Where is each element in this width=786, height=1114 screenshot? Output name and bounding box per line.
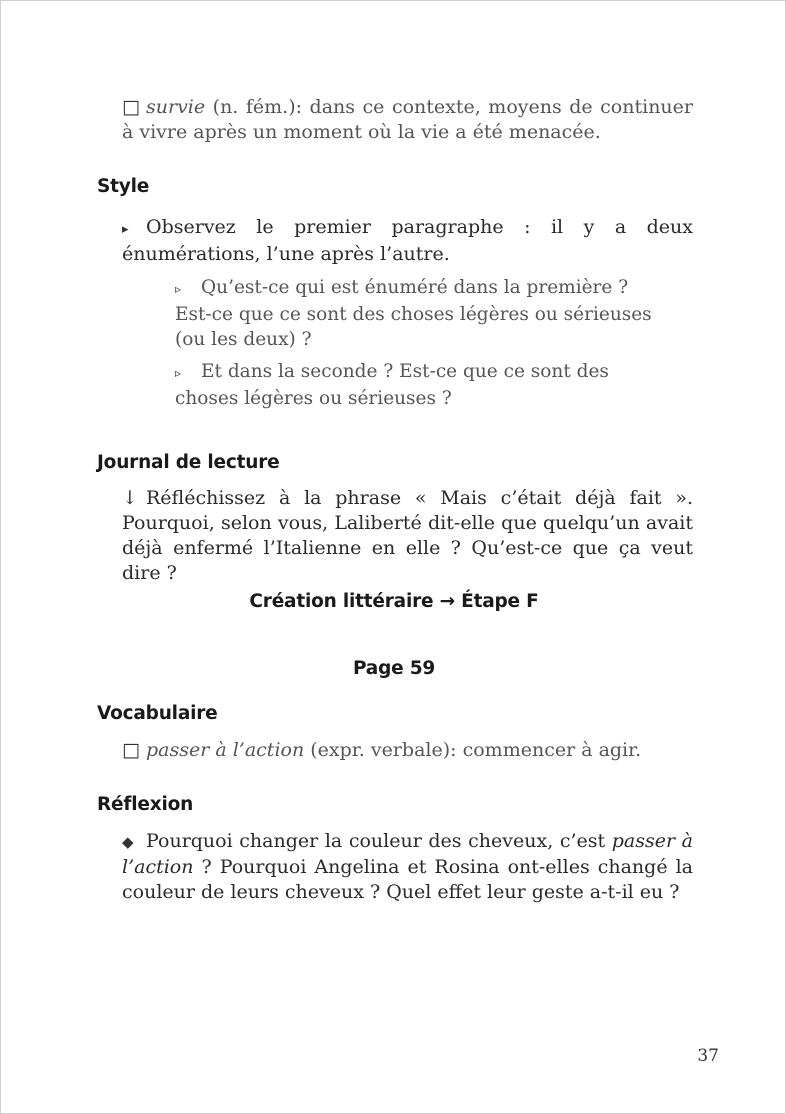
style-subquestion-2-text: Et dans la seconde ? Est-ce que ce sont des choses légères ou sérieuses ? [175, 361, 609, 409]
vocab-grammar: (expr. verbale) [310, 739, 451, 761]
vocab-term: passer à l’action [146, 739, 305, 761]
reflexion-text-after: ? Pourquoi Angelina et Rosina ont-elles changé la couleur de leurs cheveux ? Quel effet leur geste a-t-il eu ? [122, 856, 693, 903]
vocab-definition: : commencer à agir. [450, 739, 642, 761]
vocab-definition: : dans ce contexte, moyens de continuer à vivre après un moment où la vie a été menacée. [122, 96, 693, 143]
reflexion-text-emphasis: passer à l’action [122, 830, 693, 878]
page-number: 37 [697, 1046, 719, 1066]
vocab-entry-survie [122, 95, 693, 145]
small-triangle-bullet-icon: ▹ [175, 366, 182, 380]
vocab-term: survie [146, 96, 206, 118]
square-bullet-icon: □ [122, 739, 140, 761]
down-arrow-bullet-icon: ↓ [122, 487, 138, 509]
style-question-text: Observez le premier paragraphe : il y a deux énumérations, l’une après l’autre. [122, 216, 693, 265]
style-subquestion-1 [175, 275, 669, 352]
journal-question-text: Réfléchissez à la phrase « Mais c’était déjà fait ». Pourquoi, selon vous, Laliberté dit-elle que quelqu’un avait déjà enfermé l’Italienne en elle ? Qu’est-ce que ça veut dire ? [122, 487, 693, 584]
triangle-bullet-icon: ▸ [122, 222, 129, 237]
creation-litteraire-title: Création littéraire → Étape F [249, 591, 539, 612]
vocab-entry-passer-a-laction [122, 738, 693, 763]
section-heading-vocabulaire: Vocabulaire [97, 703, 218, 724]
style-question [122, 215, 693, 267]
journal-question [122, 486, 693, 586]
reflexion-text-before: Pourquoi changer la couleur des cheveux, c’est [146, 830, 612, 852]
page-section-title: Page 59 [352, 658, 436, 679]
section-heading-reflexion: Réflexion [97, 794, 194, 815]
style-subquestion-1-text: Qu’est-ce qui est énuméré dans la première ? Est-ce que ce sont des choses légères ou sérieuses (ou les deux) ? [175, 277, 652, 350]
style-subquestion-2 [175, 359, 669, 411]
section-heading-journal: Journal de lecture [97, 452, 280, 473]
vocab-grammar: (n. fém.) [212, 96, 296, 118]
small-triangle-bullet-icon: ▹ [175, 282, 182, 296]
diamond-bullet-icon: ◆ [122, 833, 134, 851]
square-bullet-icon: □ [122, 96, 140, 118]
section-heading-style: Style [97, 176, 150, 197]
reflexion-question [122, 829, 693, 905]
